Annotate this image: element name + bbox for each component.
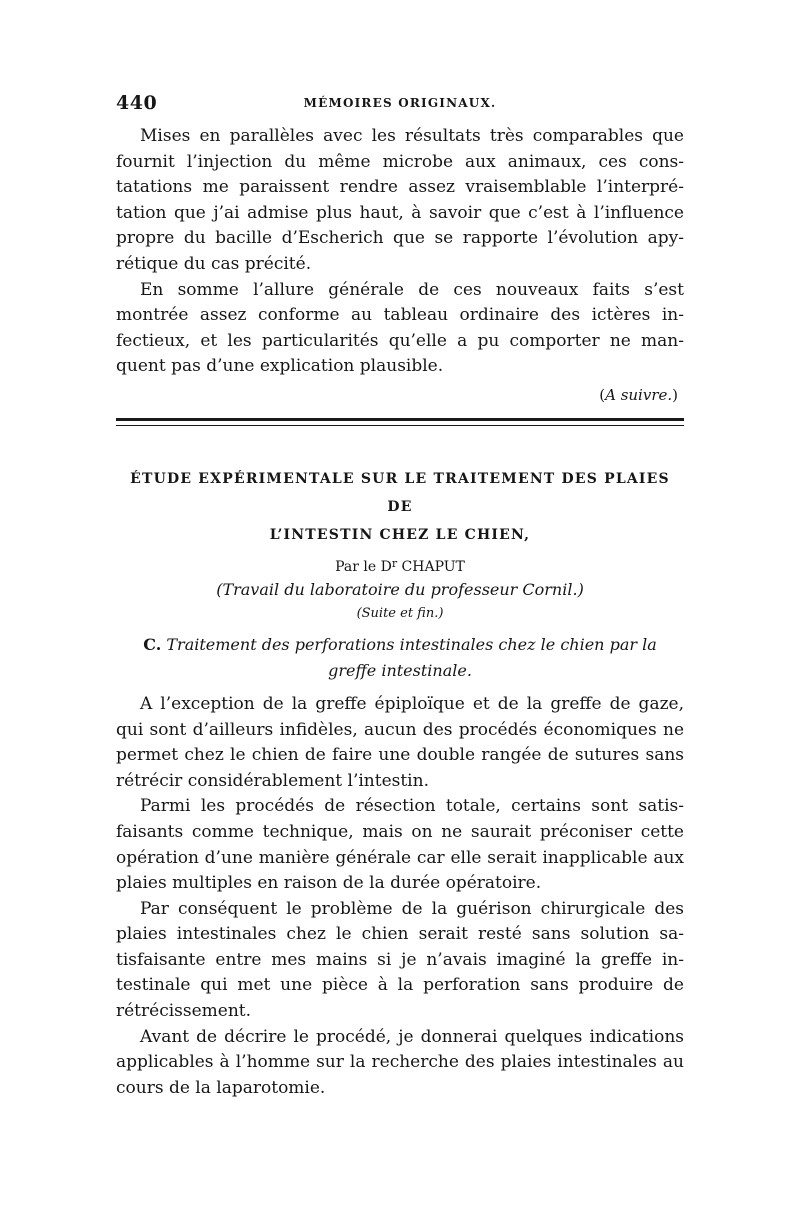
section-letter: C.	[143, 634, 162, 654]
author-name: CHAPUT	[401, 558, 465, 575]
previous-article-ending	[116, 124, 684, 406]
section-title: Traitement des perforations intestinales chez le chien par la greffe intestinale.	[166, 634, 657, 680]
laboratory-text: Travail du laboratoire du professeur Cornil.	[222, 579, 578, 599]
author-prefix-superscript: r	[391, 556, 398, 570]
running-header	[116, 92, 684, 118]
author-prefix: Par le D	[335, 558, 392, 575]
double-rule-separator	[116, 418, 684, 428]
article-body	[116, 692, 684, 1102]
continuation-note: (A suivre.)	[599, 385, 678, 404]
book-page	[116, 92, 684, 1101]
article-title-line-2: L’INTESTIN CHEZ LE CHIEN,	[269, 526, 531, 543]
page-number: 440	[116, 92, 158, 114]
laboratory-line: (Travail du laboratoire du professeur Cornil.)	[216, 579, 584, 599]
paragraph: Mises en parallèles avec les résultats très comparables que fournit l’injection du même microbe aux animaux, ces constatations me paraissent rendre assez vraisemblable l’interprétation que j’ai admise plus haut, à savoir que c’est à l’influence propre du bacille d’Escherich que se rapporte l’évolution apyrétique du cas précité.	[116, 126, 684, 274]
article-title-line-1: ÉTUDE EXPÉRIMENTALE SUR LE TRAITEMENT DES PLAIES DE	[130, 470, 670, 515]
section-heading	[116, 632, 684, 684]
paragraph: En somme l’allure générale de ces nouveaux faits s’est montrée assez conforme au tableau ordinaire des ictères infectieux, et les particularités qu’elle a pu comporter ne manquent pas d’une explication plausible.	[116, 279, 684, 377]
article-title	[116, 465, 684, 549]
suite-text: Suite et fin.	[361, 605, 439, 621]
running-title: MÉMOIRES ORIGINAUX.	[303, 96, 497, 110]
author-line	[116, 553, 684, 578]
thick-rule	[116, 418, 684, 421]
thin-rule	[116, 425, 684, 426]
suite-note: (Suite et fin.)	[356, 605, 444, 621]
paragraph: Par conséquent le problème de la guérison chirurgicale des plaies intestinales chez le chien serait resté sans solution satisfaisante entre mes mains si je n’avais imaginé la greffe intestinale qui met une pièce à la perforation sans produire de rétrécissement.	[116, 898, 684, 1022]
paragraph: Avant de décrire le procédé, je donnerai quelques indications applicables à l’homme sur la recherche des plaies intestinales au cours de la laparotomie.	[116, 1026, 684, 1098]
continuation-text: A suivre.	[605, 385, 673, 404]
paragraph: A l’exception de la greffe épiploïque et de la greffe de gaze, qui sont d’ailleurs infidèles, aucun des procédés économiques ne permet chez le chien de faire une double rangée de sutures sans rétrécir considérablement l’intestin.	[116, 693, 684, 791]
paragraph: Parmi les procédés de résection totale, certains sont satisfaisants comme technique, mais on ne saurait préconiser cette opération d’une manière générale car elle serait inapplicable aux plaies multiples en raison de la durée opératoire.	[116, 796, 684, 894]
